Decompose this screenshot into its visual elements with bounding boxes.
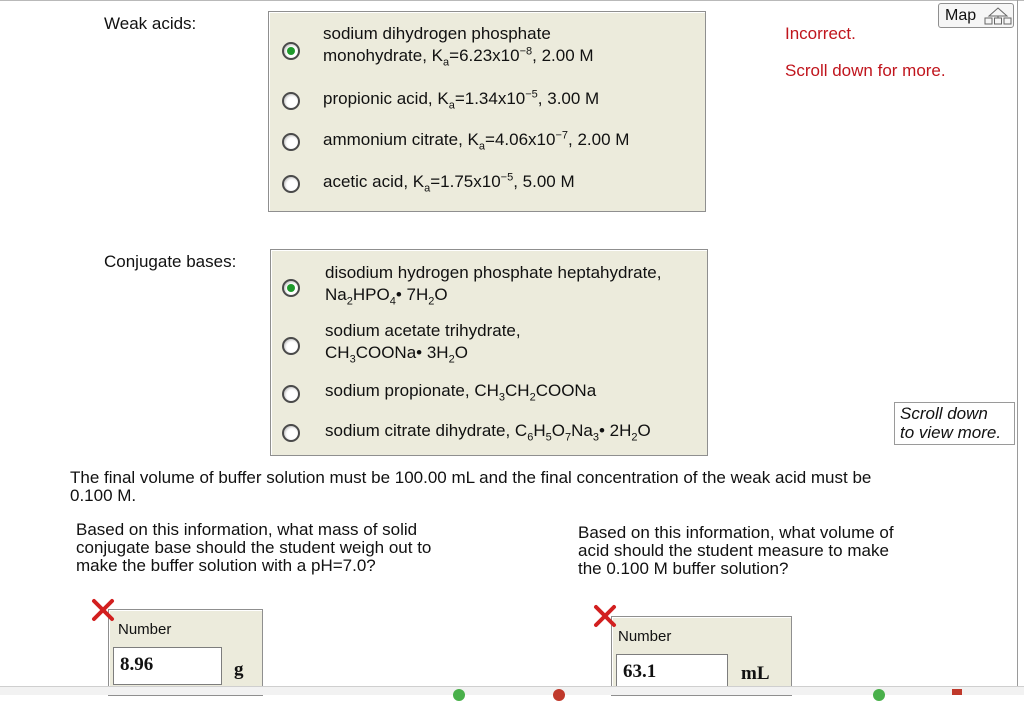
map-button-label: Map bbox=[945, 7, 977, 24]
conjugate-base-option-1-line1[interactable]: disodium hydrogen phosphate heptahydrate, bbox=[325, 263, 662, 282]
question-volume-line2: acid should the student measure to make bbox=[578, 541, 889, 560]
exit-icon[interactable] bbox=[952, 689, 962, 695]
map-button[interactable] bbox=[938, 3, 1014, 28]
map-icon bbox=[983, 6, 1013, 26]
result-status: Incorrect. bbox=[785, 24, 856, 43]
conjugate-bases-label: Conjugate bases: bbox=[104, 252, 237, 271]
scroll-hint: Scroll down for more. bbox=[785, 61, 946, 80]
top-divider bbox=[0, 0, 1024, 1]
weak-acid-radio-1[interactable] bbox=[282, 42, 300, 60]
scroll-note-line1: Scroll down bbox=[900, 404, 988, 423]
conjugate-base-option-1-formula[interactable]: $Na_2HPO_4•$ $7H_2O$ bbox=[325, 285, 448, 308]
conjugate-base-radio-1[interactable] bbox=[282, 279, 300, 297]
weak-acid-option-3[interactable]: ammonium citrate, $K_a=4.06x10^{-7}$, 2.00 M bbox=[323, 129, 630, 153]
question-volume bbox=[578, 524, 894, 578]
weak-acids-choice-box bbox=[268, 11, 706, 212]
instructions-line2: 0.100 M. bbox=[70, 486, 137, 505]
conjugate-base-radio-4[interactable] bbox=[282, 424, 300, 442]
question-mass-line2: conjugate base should the student weigh out to bbox=[76, 538, 432, 557]
weak-acid-radio-4[interactable] bbox=[282, 175, 300, 193]
weak-acid-option-1-line2[interactable]: monohydrate, $K_a=6.23x10^{-8}$, 2.00 M bbox=[323, 45, 594, 69]
conjugate-bases-choice-box bbox=[270, 249, 708, 456]
weak-acid-radio-3[interactable] bbox=[282, 133, 300, 151]
conjugate-base-option-4[interactable]: sodium citrate dihydrate, $C_6H_5O_7Na_3•$ $2H_2O$ bbox=[325, 421, 651, 444]
answer-mass-input[interactable]: 8.96 bbox=[113, 647, 222, 685]
answer-volume-input[interactable]: 63.1 bbox=[616, 654, 728, 692]
answer-mass-label: Number bbox=[118, 621, 172, 638]
conjugate-base-radio-2[interactable] bbox=[282, 337, 300, 355]
weak-acids-label: Weak acids: bbox=[104, 14, 197, 33]
answer-mass-unit: g bbox=[234, 659, 244, 680]
weak-acid-option-1-line1[interactable]: sodium dihydrogen phosphate bbox=[323, 24, 551, 43]
weak-acid-radio-2[interactable] bbox=[282, 92, 300, 110]
incorrect-x-icon bbox=[592, 603, 618, 629]
instructions-text bbox=[70, 469, 871, 505]
answer-volume-label: Number bbox=[618, 628, 672, 645]
answer-mass-box bbox=[108, 609, 263, 696]
conjugate-base-option-2-line1[interactable]: sodium acetate trihydrate, bbox=[325, 321, 521, 340]
scroll-note-line2: to view more. bbox=[900, 423, 1002, 442]
answer-volume-unit: mL bbox=[741, 663, 770, 684]
next-icon[interactable] bbox=[873, 689, 885, 701]
previous-icon[interactable] bbox=[453, 689, 465, 701]
conjugate-base-radio-3[interactable] bbox=[282, 385, 300, 403]
weak-acid-option-2[interactable]: propionic acid, $K_a=1.34x10^{-5}$, 3.00 M bbox=[323, 88, 600, 112]
conjugate-base-option-3[interactable]: sodium propionate, $CH_3CH_2COONa$ bbox=[325, 381, 597, 404]
question-volume-line3: the 0.100 M buffer solution? bbox=[578, 559, 789, 578]
right-divider bbox=[1017, 0, 1018, 694]
conjugate-base-option-2-formula[interactable]: $CH_3COONa•$ $3H_2O$ bbox=[325, 343, 468, 366]
instructions-line1: The final volume of buffer solution must be 100.00 mL and the final concentration of the weak acid must be bbox=[70, 468, 872, 487]
weak-acid-option-4[interactable]: acetic acid, $K_a=1.75x10^{-5}$, 5.00 M bbox=[323, 171, 575, 195]
scroll-down-note bbox=[894, 402, 1015, 445]
question-mass-line3: make the buffer solution with a pH=7.0? bbox=[76, 556, 376, 575]
question-mass-line1: Based on this information, what mass of solid bbox=[76, 520, 418, 539]
give-up-icon[interactable] bbox=[553, 689, 565, 701]
question-volume-line1: Based on this information, what volume of bbox=[578, 523, 894, 542]
question-mass bbox=[76, 521, 431, 575]
incorrect-x-icon bbox=[90, 597, 116, 623]
answer-volume-box bbox=[611, 616, 792, 696]
